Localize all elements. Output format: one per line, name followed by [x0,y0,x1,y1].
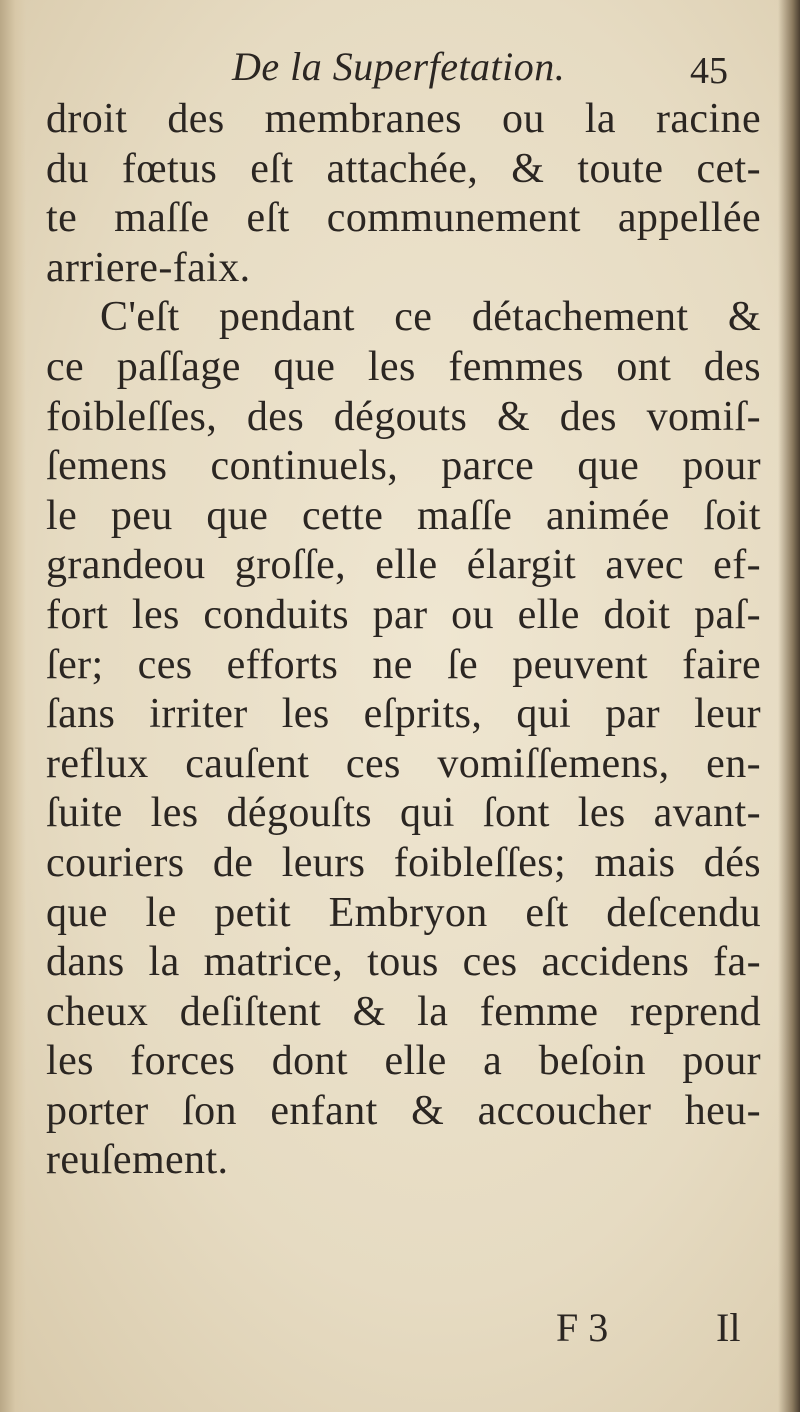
text-line: ſemens continuels, parce que pour [46,443,761,490]
text-line: arriere-faix. [46,244,251,291]
text-line: ſans irriter les eſprits, qui par leur [46,691,761,738]
text-line: porter ſon enfant & accoucher heu- [46,1087,761,1134]
text-line: ſer; ces efforts ne ſe peuvent faire [46,641,761,688]
page-right-edge-shadow [778,0,800,1412]
text-line: que le petit Embryon eſt deſcendu [46,889,761,936]
catchword: Il [716,1305,741,1350]
running-title: De la Superfetation. [232,44,566,89]
text-line: C'eſt pendant ce détachement & [100,294,761,341]
text-line: foibleſſes, des dégouts & des vomiſ- [46,393,761,440]
text-line: fort les conduits par ou elle doit paſ- [46,591,761,638]
page-footer [0,1298,800,1358]
page-left-edge-shadow [0,0,26,1412]
text-line: te maſſe eſt communement appellée [46,195,761,242]
page-header [0,42,800,92]
text-line: grandeou groſſe, elle élargit avec ef- [46,542,761,589]
signature-mark: F 3 [556,1305,609,1350]
text-line: le peu que cette maſſe animée ſoit [46,492,761,539]
text-line: reflux cauſent ces vomiſſemens, en- [46,740,761,787]
body-text [46,95,761,1186]
text-line: les forces dont elle a beſoin pour [46,1038,761,1085]
text-line: couriers de leurs foibleſſes; mais dés [46,839,761,886]
page-number: 45 [690,50,728,92]
text-line: reuſement. [46,1137,229,1184]
text-line: droit des membranes ou la racine [46,96,761,142]
text-line: cheux deſiſtent & la femme reprend [46,988,761,1035]
text-line: dans la matrice, tous ces accidens fa- [46,939,761,986]
text-line: ce paſſage que les femmes ont des [46,343,761,390]
text-line: ſuite les dégouſts qui ſont les avant- [46,790,761,837]
text-line: du fœtus eſt attachée, & toute cet- [46,145,761,192]
